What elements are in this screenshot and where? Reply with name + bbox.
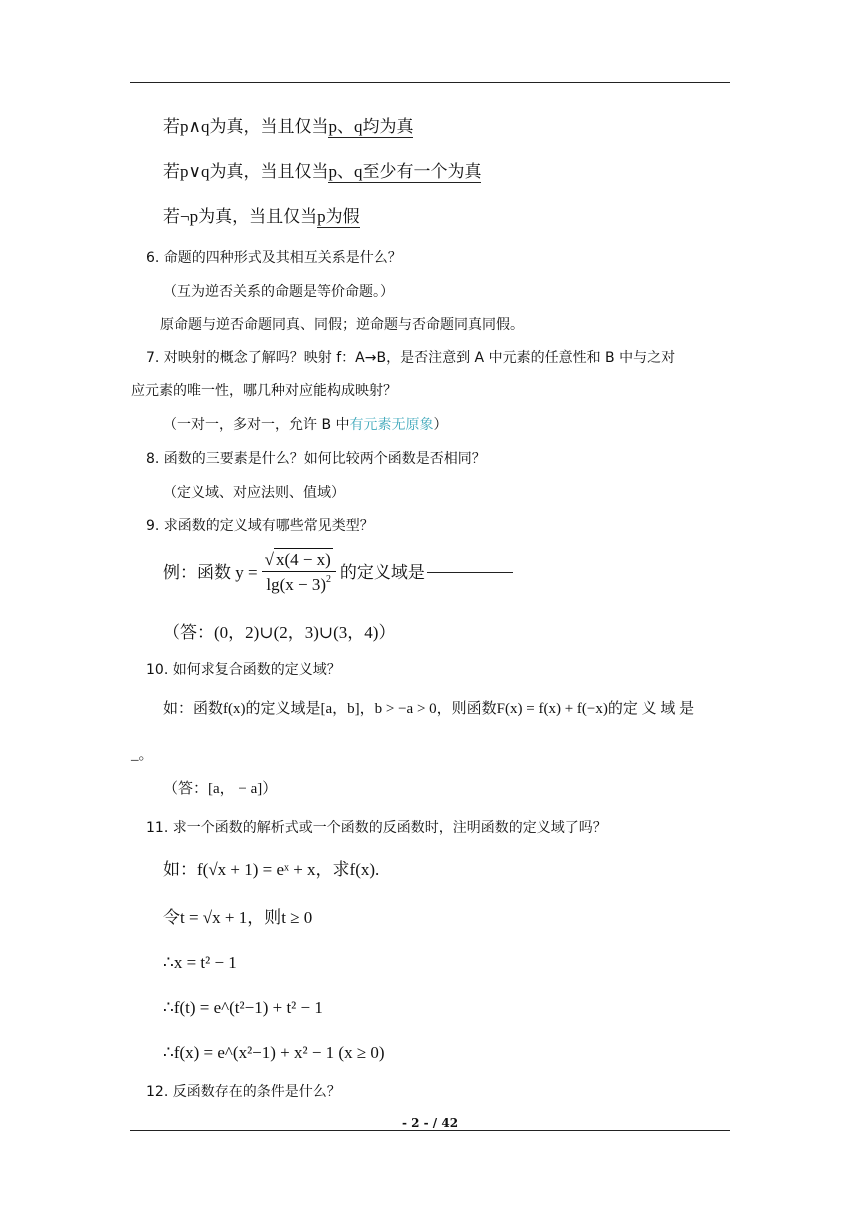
question-7-answer-prefix: （一对一，多对一，允许 B 中 bbox=[163, 417, 350, 433]
question-9-example-prefix: 例：函数 y = bbox=[163, 562, 258, 582]
question-7-line1: 7. 对映射的概念了解吗？映射 f：A→B，是否注意到 A 中元素的任意性和 B 中与之对 bbox=[146, 350, 676, 366]
fraction-numerator: √ x(4 − x) bbox=[262, 551, 336, 572]
question-7-line2: 应元素的唯一性，哪几种对应能构成映射？ bbox=[131, 383, 397, 399]
question-9-example bbox=[163, 551, 513, 593]
question-11-step-3: ∴f(t) = e^(t²−1) + t² − 1 bbox=[163, 998, 323, 1017]
question-11-example: 如：f(√x + 1) = eˣ + x，求f(x). bbox=[163, 860, 380, 879]
not-condition-answer: p为假 bbox=[317, 207, 360, 226]
question-8: 8. 函数的三要素是什么？如何比较两个函数是否相同？ bbox=[146, 451, 486, 467]
not-condition bbox=[163, 208, 360, 225]
numerator-radicand: x(4 − x) bbox=[275, 550, 331, 569]
question-11: 11. 求一个函数的解析式或一个函数的反函数时，注明函数的定义域了吗？ bbox=[146, 820, 607, 836]
question-10-blank: _。 bbox=[131, 747, 154, 763]
domain-fraction bbox=[262, 551, 336, 593]
question-9: 9. 求函数的定义域有哪些常见类型？ bbox=[146, 518, 374, 534]
question-8-answer: （定义域、对应法则、值域） bbox=[163, 485, 345, 501]
question-9-answer: （答：(0，2)∪(2，3)∪(3，4)） bbox=[163, 623, 396, 642]
and-condition-prefix: 若p∧q为真，当且仅当 bbox=[163, 117, 329, 136]
or-condition-prefix: 若p∨q为真，当且仅当 bbox=[163, 162, 329, 181]
page-number: - 2 - / 42 bbox=[401, 1116, 459, 1130]
or-condition-answer: p、q至少有一个为真 bbox=[328, 162, 482, 181]
question-11-step-4: ∴f(x) = e^(x²−1) + x² − 1 (x ≥ 0) bbox=[163, 1043, 385, 1062]
and-condition-answer: p、q均为真 bbox=[328, 117, 414, 136]
or-condition bbox=[163, 163, 481, 180]
question-6: 6. 命题的四种形式及其相互关系是什么？ bbox=[146, 250, 402, 266]
question-6-answer: 原命题与逆否命题同真、同假；逆命题与否命题同真同假。 bbox=[160, 317, 524, 333]
question-7-answer-highlight: 有元素无原象 bbox=[349, 417, 434, 433]
question-10-example: 如：函数f(x)的定义域是[a，b]，b > −a > 0，则函数F(x) = f(x) + f(−x)的定 义 域 是 bbox=[163, 701, 695, 717]
question-12: 12. 反函数存在的条件是什么？ bbox=[146, 1084, 341, 1100]
question-9-example-suffix: 的定义域是 bbox=[339, 562, 425, 582]
answer-blank bbox=[427, 572, 513, 573]
fraction-denominator bbox=[262, 572, 336, 593]
not-condition-prefix: 若¬p为真，当且仅当 bbox=[163, 207, 318, 226]
and-condition bbox=[163, 118, 413, 135]
footer-rule bbox=[130, 1130, 730, 1131]
question-7-answer bbox=[163, 418, 448, 432]
header-rule bbox=[130, 82, 730, 83]
question-11-step-2: ∴x = t² − 1 bbox=[163, 953, 237, 972]
question-10: 10. 如何求复合函数的定义域？ bbox=[146, 662, 341, 678]
question-7-answer-suffix: ） bbox=[433, 417, 448, 433]
denominator-base: lg(x − 3) bbox=[266, 575, 327, 594]
denominator-exponent: 2 bbox=[326, 574, 332, 585]
question-11-step-1: 令t = √x + 1，则t ≥ 0 bbox=[163, 908, 313, 927]
question-6-note: （互为逆否关系的命题是等价命题。） bbox=[163, 284, 394, 300]
question-10-answer: （答：[a， − a]） bbox=[163, 781, 278, 797]
